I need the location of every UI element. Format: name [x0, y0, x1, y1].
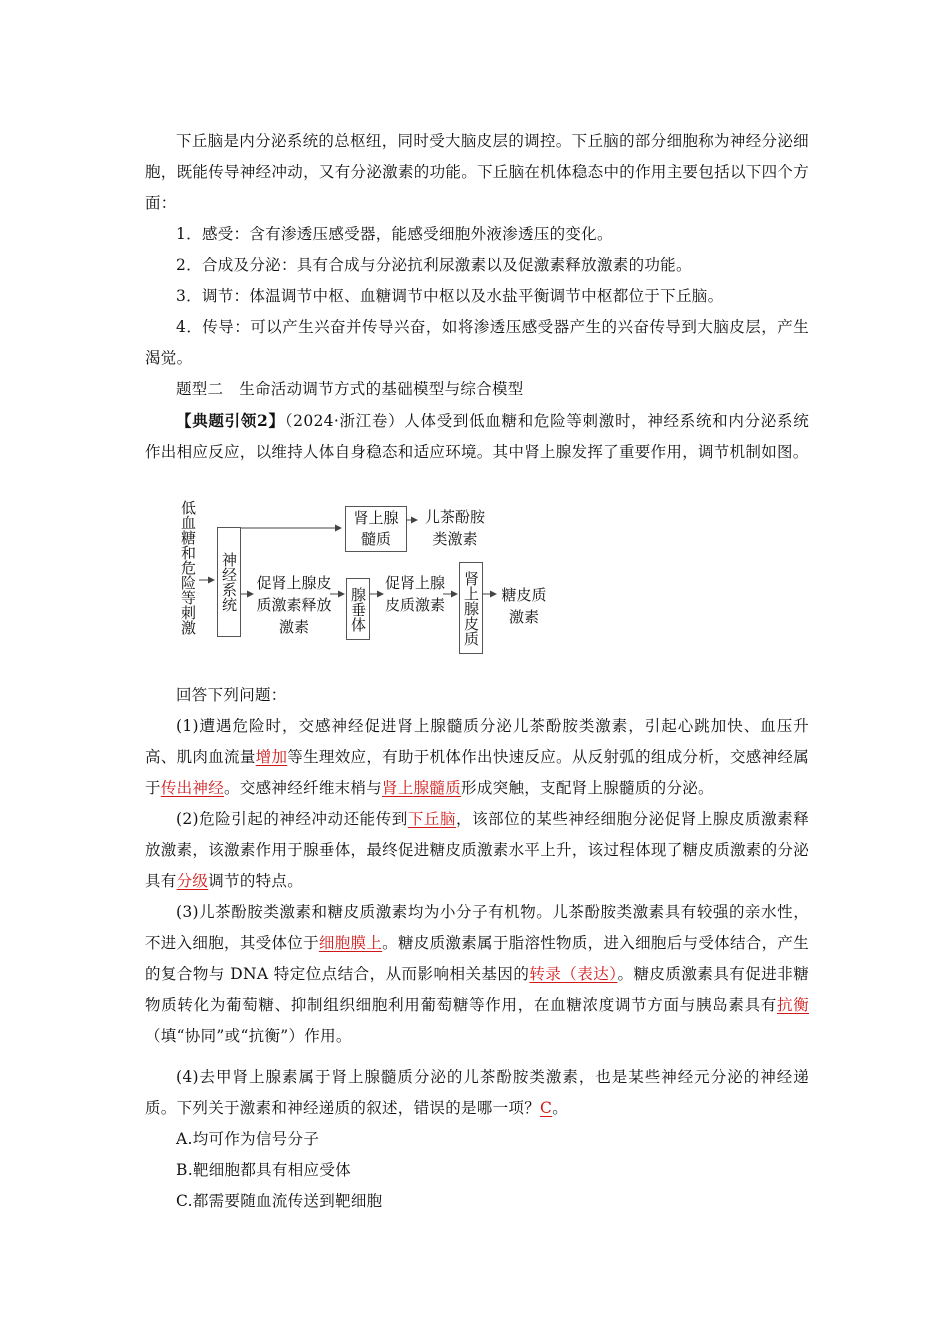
answer-2-2: 分级 [176, 872, 209, 890]
answer-3-2: 转录（表达） [529, 965, 618, 983]
crh-label: 促肾上腺皮质激素释放激素 [256, 574, 332, 636]
example-tag: 【典题引领2】 [176, 411, 285, 430]
questions-lead: 回答下列问题： [176, 686, 287, 704]
answer-1-3: 肾上腺髓质 [382, 779, 462, 797]
section-title: 题型二 生命活动调节方式的基础模型与综合模型 [176, 380, 524, 398]
example-source: （2024·浙江卷） [284, 412, 405, 430]
regulation-diagram [165, 500, 565, 665]
adrenal-medulla-box: 肾上腺髓质 [345, 506, 407, 552]
intro-item-3: 3．调节：体温调节中枢、血糖调节中枢以及水盐平衡调节中枢都位于下丘脑。 [176, 287, 724, 305]
pituitary-box: 腺垂体 [346, 578, 370, 640]
example-paragraph [145, 405, 809, 468]
answer-3-3: 抗衡 [777, 996, 810, 1014]
question-1: (1)遭遇危险时，交感神经促进肾上腺髓质分泌儿茶酚胺类激素，引起心跳加快、血压升高、肌肉血流量增加等生理效应，有助于机体作出快速反应。从反射弧的组成分析，交感神经属于传出神经。交感神经纤维末梢与肾上腺髓质形成突触，支配肾上腺髓质的分泌。 [145, 717, 809, 797]
question-3: (3)儿茶酚胺类激素和糖皮质激素均为小分子有机物。儿茶酚胺类激素具有较强的亲水性，不进入细胞，其受体位于细胞膜上。糖皮质激素属于脂溶性物质，进入细胞后与受体结合，产生的复合物与 DNA 特定位点结合，从而影响相关基因的转录（表达）。糖皮质激素具有促进非糖物质转化为葡萄糖、抑制组织细胞利用葡萄糖等作用，在血糖浓度调节方面与胰岛素具有抗衡（填“协同”或“抗衡”）作用。 [145, 903, 810, 1045]
adrenal-cortex-box: 肾上腺皮质 [459, 562, 483, 654]
question-4: (4)去甲肾上腺素属于肾上腺髓质分泌的儿茶酚胺类激素，也是某些神经元分泌的神经递质。下列关于激素和神经递质的叙述，错误的是哪一项？C。 [145, 1068, 809, 1117]
intro-item-1: 1．感受：含有渗透压感受器，能感受细胞外液渗透压的变化。 [176, 225, 613, 243]
answer-2-1: 下丘脑 [407, 810, 457, 828]
intro-item-2: 2．合成及分泌：具有合成与分泌抗利尿激素以及促激素释放激素的功能。 [176, 256, 692, 274]
answer-3-1: 细胞膜上 [318, 934, 383, 952]
option-a: A.均可作为信号分子 [176, 1130, 320, 1148]
stimulus-label: 低血糖和危险等刺激 [179, 500, 197, 635]
option-b: B.靶细胞都具有相应受体 [176, 1161, 351, 1179]
intro-item-4: 4．传导：可以产生兴奋并传导兴奋，如将渗透压感受器产生的兴奋传导到大脑皮层，产生渴觉。 [145, 318, 809, 367]
question-2: (2)危险引起的神经冲动还能传到下丘脑，该部位的某些神经细胞分泌促肾上腺皮质激素释放激素，该激素作用于腺垂体，最终促进糖皮质激素水平上升，该过程体现了糖皮质激素的分泌具有分级调节的特点。 [145, 810, 809, 890]
acth-label: 促肾上腺皮质激素 [385, 574, 446, 614]
answer-4: C [540, 1099, 553, 1117]
option-c: C.都需要随血流传送到靶细胞 [176, 1192, 383, 1210]
nervous-system-box: 神经系统 [217, 527, 241, 637]
example-text: 人体受到低血糖和危险等刺激时，神经系统和内分泌系统作出相应反应，以维持人体自身稳态和适应环境。其中肾上腺发挥了重要作用，调节机制如图。 [145, 412, 809, 461]
catecholamine-label: 儿茶酚胺类激素 [424, 508, 485, 548]
answer-1-1: 增加 [255, 748, 288, 766]
intro-paragraph: 下丘脑是内分泌系统的总枢纽，同时受大脑皮层的调控。下丘脑的部分细胞称为神经分泌细胞，既能传导神经冲动，又有分泌激素的功能。下丘脑在机体稳态中的作用主要包括以下四个方面： [145, 132, 809, 212]
glucocorticoid-label: 糖皮质激素 [501, 586, 547, 626]
answer-1-2: 传出神经 [160, 779, 225, 797]
